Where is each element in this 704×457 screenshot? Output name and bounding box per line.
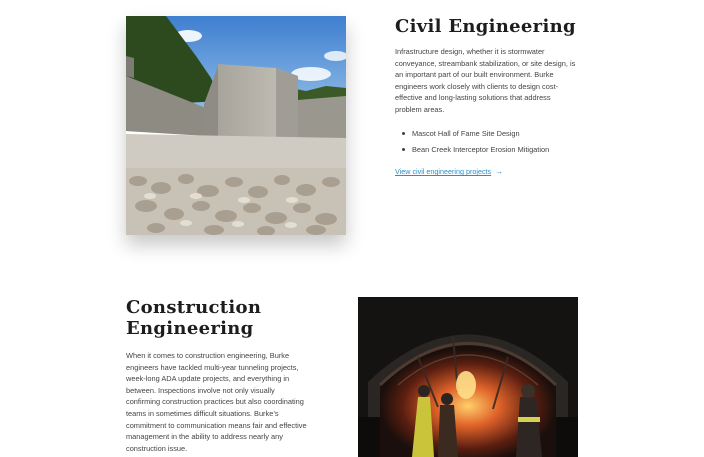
tunnel-work-image xyxy=(358,297,578,457)
title-line-2: Engineering xyxy=(126,318,254,339)
list-item: Mascot Hall of Fame Site Design xyxy=(397,126,597,142)
construction-engineering-photo xyxy=(358,297,578,457)
civil-project-list xyxy=(397,126,597,157)
concrete-wall-image xyxy=(126,16,346,235)
title-line-1: Construction xyxy=(126,297,262,318)
construction-engineering-title xyxy=(126,297,261,339)
list-item: Bean Creek Interceptor Erosion Mitigation xyxy=(397,142,597,158)
construction-engineering-description: When it comes to construction engineering, Burke engineers have tackled multi-year tunneling projects, week-long ADA update projects, and everything in between. Inspections involve not only visually confirming construction practices but also coordinating teams in sometimes difficult situations. Burke’s commitment to communication means fair and effective management in the ability to address nearly any construction issue. xyxy=(126,351,307,453)
arrow-right-icon: → xyxy=(495,167,504,176)
civil-engineering-title: Civil Engineering xyxy=(395,16,576,37)
link-label: View civil engineering projects xyxy=(395,167,492,176)
view-civil-projects-link[interactable] xyxy=(395,167,503,176)
construction-engineering-section xyxy=(0,270,704,457)
civil-engineering-description: Infrastructure design, whether it is stormwater conveyance, streambank stabilization, or site design, is an important part of our built environment. Burke engineers work closely with clients to design cost-effective and long-lasting solutions that address problem areas. xyxy=(395,47,576,114)
civil-engineering-photo xyxy=(126,16,346,235)
